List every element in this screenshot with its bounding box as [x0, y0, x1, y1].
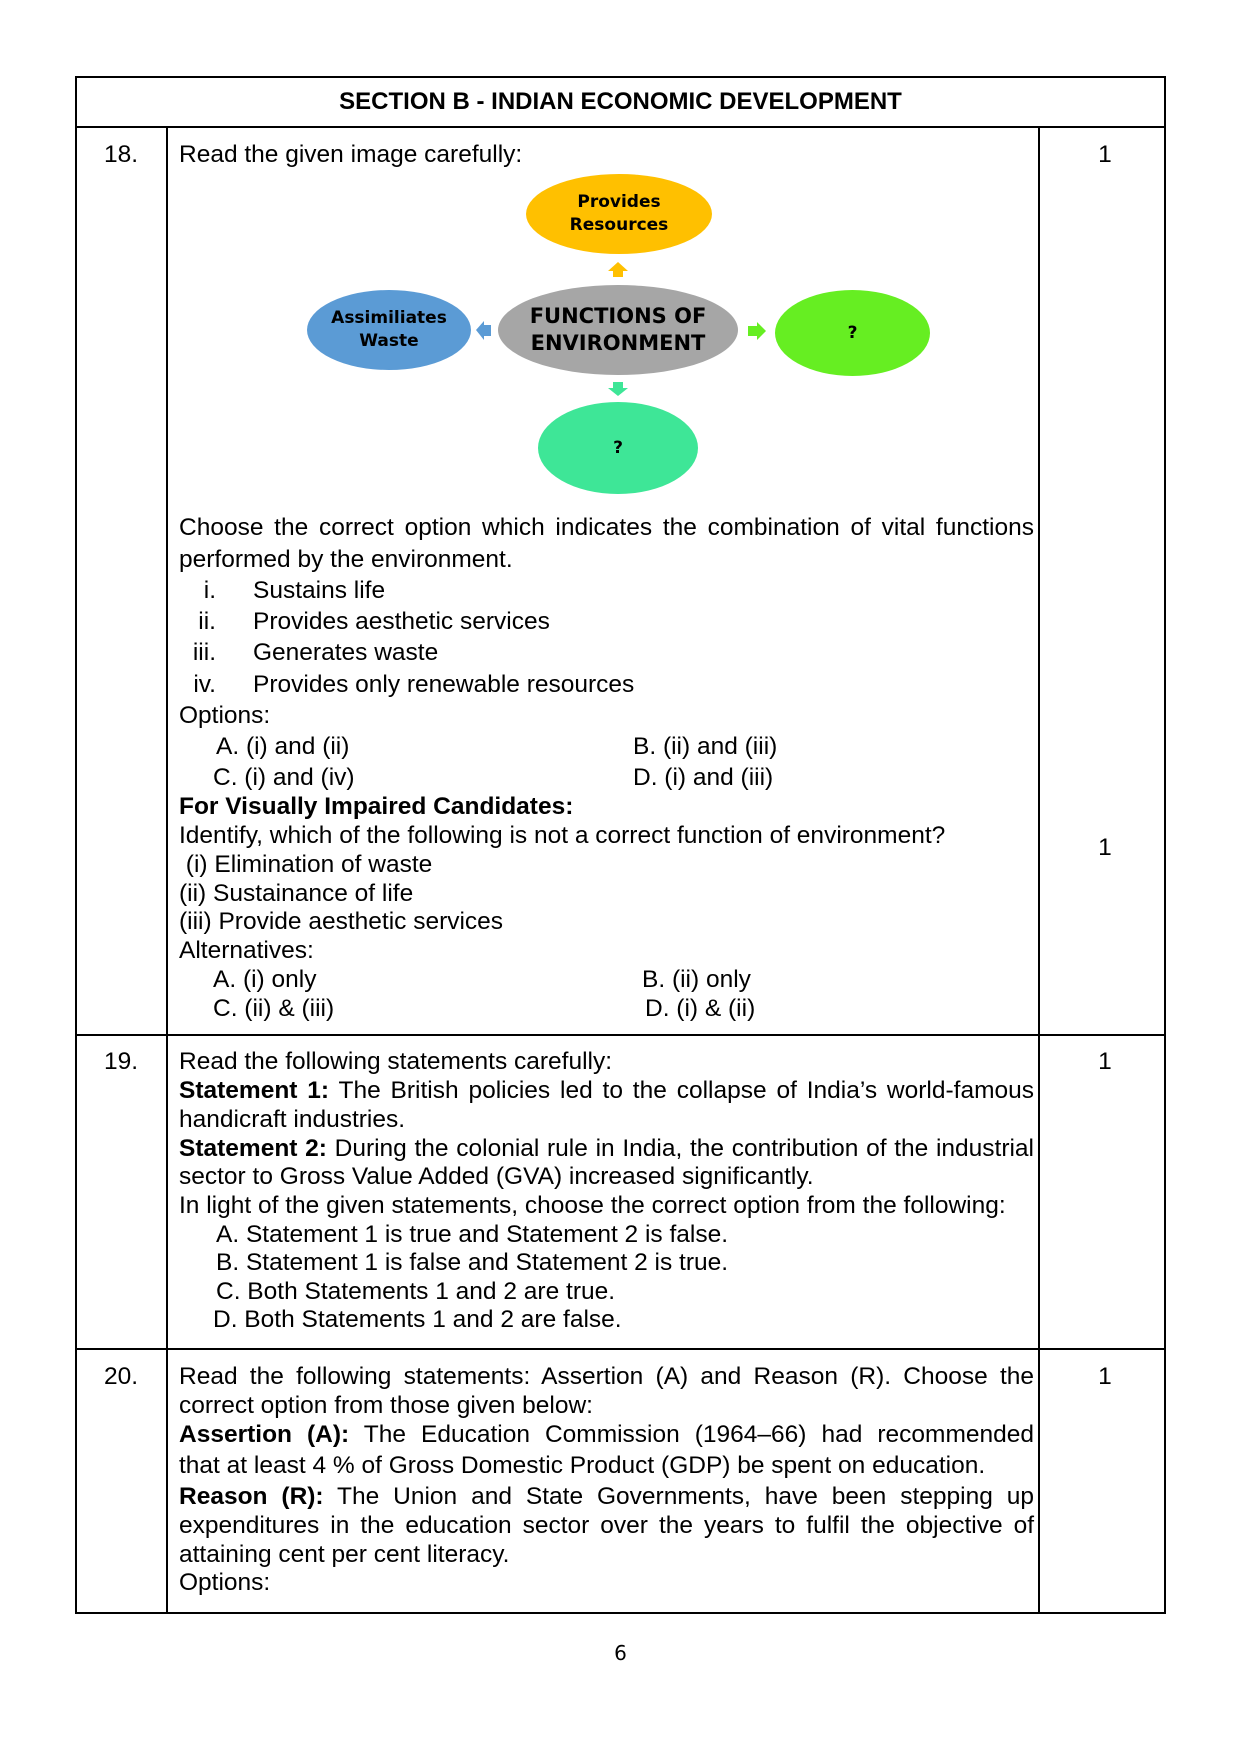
section-title: SECTION B - INDIAN ECONOMIC DEVELOPMENT: [339, 88, 902, 115]
item-number: iv.: [193, 671, 216, 698]
reason-label: Reason (R):: [179, 1483, 324, 1510]
options-label: Options:: [179, 702, 271, 729]
arrow-right-icon: [748, 322, 766, 340]
question-prompt: In light of the given statements, choose the correct option from the following:: [179, 1192, 1006, 1219]
question-marks: 1: [1098, 834, 1112, 861]
option: D. (i) and (iii): [633, 764, 774, 791]
reason-line: Reason (R): The Union and State Governments, have been stepping up: [179, 1483, 1034, 1510]
statement-1-line: Statement 1: The British policies led to the collapse of India’s world-famous: [179, 1077, 1034, 1104]
options-label: Options:: [179, 1569, 271, 1596]
reason-line: attaining cent per cent literacy.: [179, 1541, 510, 1568]
assertion-label: Assertion (A):: [179, 1421, 350, 1448]
arrow-down-icon: [608, 382, 628, 396]
option: B. Statement 1 is false and Statement 2 is true.: [216, 1249, 729, 1276]
assertion-line: Assertion (A): The Education Commission (1964–66) had recommended: [179, 1421, 1034, 1448]
provides-resources-node: Provides Resources: [526, 174, 712, 254]
item-text: Generates waste: [253, 639, 439, 666]
assertion-line: that at least 4 % of Gross Domestic Product (GDP) be spent on education.: [179, 1452, 986, 1479]
question-marks: 1: [1098, 1048, 1112, 1075]
item-number: ii.: [198, 608, 216, 635]
question-intro: correct option from those given below:: [179, 1392, 593, 1419]
alternative: C. (ii) & (iii): [213, 995, 335, 1022]
row-divider: [75, 1348, 1166, 1350]
vi-item: (ii) Sustainance of life: [179, 880, 414, 907]
question-prompt: performed by the environment.: [179, 546, 513, 573]
statement-1-label: Statement 1:: [179, 1077, 330, 1104]
option: B. (ii) and (iii): [633, 733, 778, 760]
alternative: A. (i) only: [213, 966, 317, 993]
option: C. Both Statements 1 and 2 are true.: [216, 1278, 616, 1305]
bottom-unknown-node: ?: [538, 402, 698, 494]
item-text: Provides aesthetic services: [253, 608, 550, 635]
question-prompt: Choose the correct option which indicates the combination of vital functions: [179, 514, 1034, 541]
row-divider: [75, 1034, 1166, 1036]
right-unknown-node: ?: [775, 290, 930, 376]
question-intro: Read the following statements carefully:: [179, 1048, 613, 1075]
option: A. Statement 1 is true and Statement 2 is false.: [216, 1221, 729, 1248]
alternative: D. (i) & (ii): [645, 995, 756, 1022]
item-number: i.: [203, 577, 216, 604]
option: D. Both Statements 1 and 2 are false.: [213, 1306, 622, 1333]
assimilates-waste-node: Assimiliates Waste: [307, 290, 471, 370]
vi-item: (iii) Provide aesthetic services: [179, 908, 504, 935]
statement-2-line: sector to Gross Value Added (GVA) increased significantly.: [179, 1163, 814, 1190]
question-intro: Read the given image carefully:: [179, 141, 523, 168]
arrow-left-icon: [476, 321, 491, 340]
vi-question: Identify, which of the following is not a correct function of environment?: [179, 822, 946, 849]
question-intro: Read the following statements: Assertion (A) and Reason (R). Choose the: [179, 1363, 1034, 1390]
arrow-up-icon: [608, 262, 628, 277]
page-number: 6: [614, 1641, 627, 1665]
option: A. (i) and (ii): [216, 733, 350, 760]
question-marks: 1: [1098, 1363, 1112, 1390]
reason-line: expenditures in the education sector over the years to fulfil the objective of: [179, 1512, 1034, 1539]
item-text: Provides only renewable resources: [253, 671, 635, 698]
vi-heading: For Visually Impaired Candidates:: [179, 793, 574, 820]
alternative: B. (ii) only: [642, 966, 751, 993]
question-number: 19.: [103, 1048, 139, 1075]
item-number: iii.: [192, 639, 216, 666]
question-number: 18.: [103, 141, 139, 168]
diagram-arrows: [0, 0, 1241, 520]
vi-item: (i) Elimination of waste: [179, 851, 433, 878]
question-marks: 1: [1098, 141, 1112, 168]
statement-2-label: Statement 2:: [179, 1135, 327, 1162]
statement-1-line: handicraft industries.: [179, 1106, 406, 1133]
center-node: FUNCTIONS OF ENVIRONMENT: [498, 285, 738, 375]
item-text: Sustains life: [253, 577, 386, 604]
statement-2-line: Statement 2: During the colonial rule in India, the contribution of the industrial: [179, 1135, 1034, 1162]
question-number: 20.: [103, 1363, 139, 1390]
option: C. (i) and (iv): [213, 764, 355, 791]
alternatives-label: Alternatives:: [179, 937, 314, 964]
